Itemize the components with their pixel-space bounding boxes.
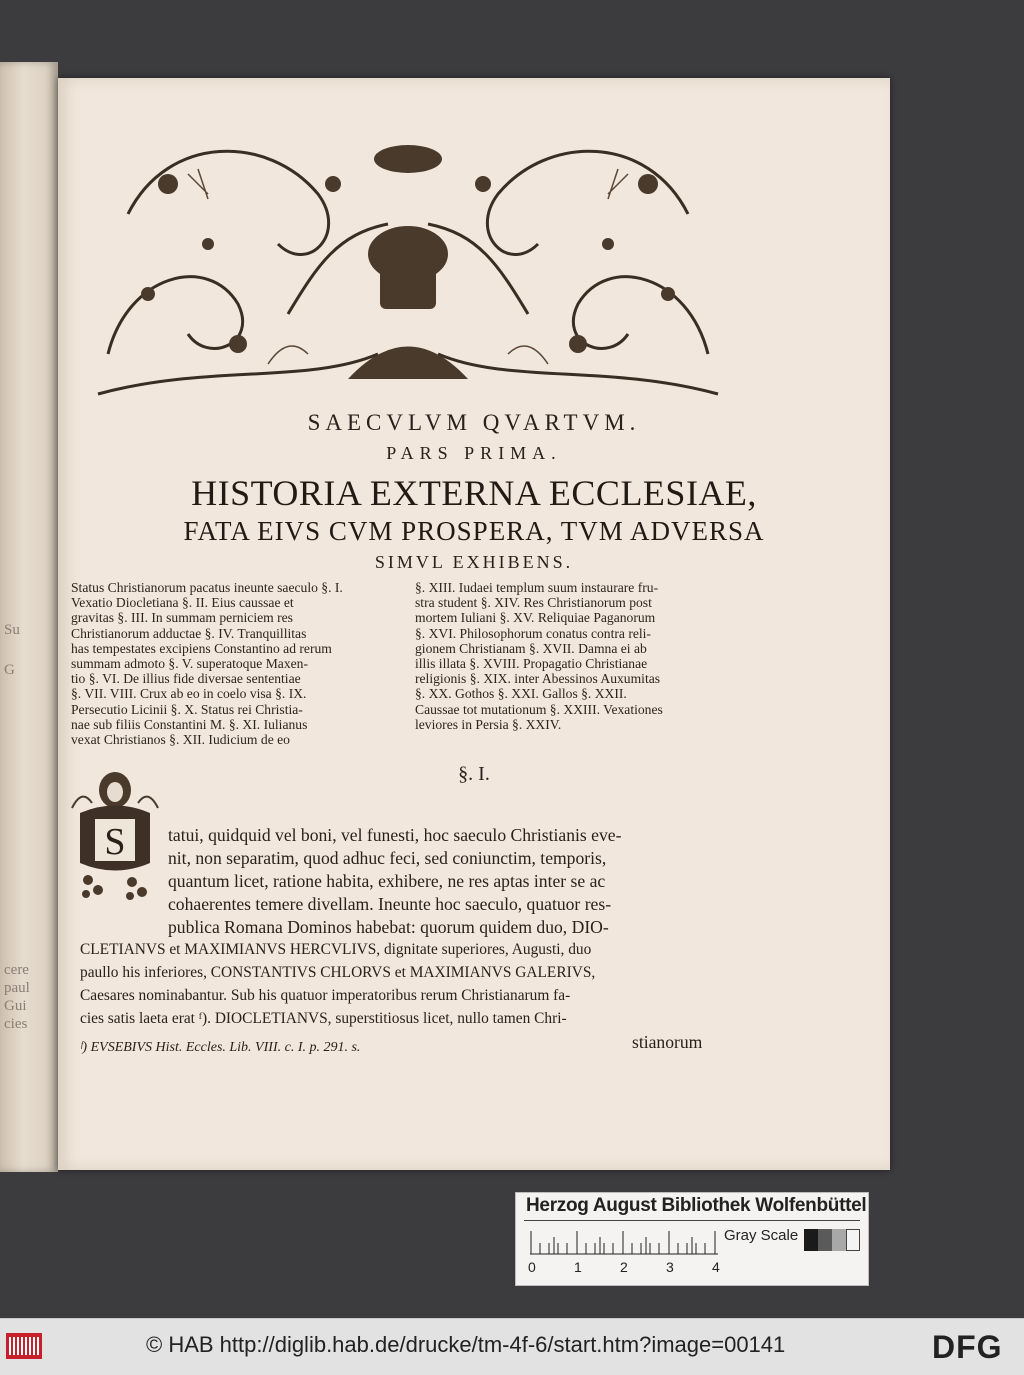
summary-right-column: [415, 580, 738, 732]
summary-line: has tempestates excipiens Constantino ad rerum: [71, 640, 332, 656]
prev-page-fragment: paul: [4, 980, 30, 996]
book-page: [58, 78, 890, 1170]
ruler-number: 1: [574, 1259, 582, 1275]
section-heading: §. I.: [458, 763, 490, 785]
dfg-logo: DFG: [932, 1329, 1003, 1365]
summary-line: stra student §. XIV. Res Christianorum post: [415, 595, 652, 611]
part-title: PARS PRIMA.: [386, 443, 562, 463]
gray-swatch-white: [846, 1229, 860, 1251]
summary-line: mortem Iuliani §. XV. Reliquiae Paganorum: [415, 610, 656, 626]
main-title: HISTORIA EXTERNA ECCLESIAE,: [191, 473, 757, 513]
prev-page-fragment: G: [4, 662, 15, 678]
ruler-scale: [530, 1227, 720, 1255]
summary-line: §. XIII. Iudaei templum suum instaurare fru-: [415, 580, 659, 595]
prev-page-fragment: Gui: [4, 998, 27, 1014]
summary-line: §. VII. VIII. Crux ab eo in coelo visa §. IX.: [71, 686, 307, 702]
summary-line: religionis §. XIX. inter Abessinos Auxumitas: [415, 671, 661, 687]
gray-scale-label: Gray Scale: [724, 1227, 799, 1244]
body-line: Caesares nominabantur. Sub his quatuor imperatoribus rerum Christianarum fa-: [80, 987, 571, 1004]
gray-swatch-dark: [818, 1229, 832, 1251]
summary-line: vexat Christianos §. XII. Iudicium de eo: [71, 732, 290, 748]
subtitle: FATA EIVS CVM PROSPERA, TVM ADVERSA: [183, 516, 765, 546]
summary-line: gravitas §. III. In summam perniciem res: [71, 610, 293, 626]
century-title: SAECVLVM QVARTVM.: [307, 410, 641, 435]
summary-line: §. XX. Gothos §. XXI. Gallos §. XXII.: [415, 686, 627, 702]
summary-line: Persecutio Licinii §. X. Status rei Christia-: [71, 701, 303, 717]
summary-line: leviores in Persia §. XXIV.: [415, 716, 562, 732]
body-line: quantum licet, ratione habita, exhibere, ne res aptas inter se ac: [168, 871, 606, 891]
gray-swatch-black: [804, 1229, 818, 1251]
summary-line: gionem Christianam §. XVII. Damna ei ab: [415, 640, 647, 656]
footer-bar: [0, 1318, 1024, 1375]
ruler-number: 2: [620, 1259, 628, 1275]
summary-line: nae sub filiis Constantini M. §. XI. Iulianus: [71, 716, 308, 732]
library-name: Herzog August Bibliothek Wolfenbüttel: [526, 1195, 867, 1216]
summary-line: Christianorum adductae §. IV. Tranquillitas: [71, 625, 307, 641]
body-line: publica Romana Dominos habebat: quorum quidem duo, DIO-: [168, 917, 609, 937]
previous-page-edge: [0, 62, 58, 1172]
ruler-number: 3: [666, 1259, 674, 1275]
prev-page-fragment: cere: [4, 962, 29, 978]
summary-line: Caussae tot mutationum §. XXIII. Vexationes: [415, 701, 663, 717]
body-line: cohaerentes temere divellam. Ineunte hoc saeculo, quatuor res-: [168, 894, 612, 914]
source-url[interactable]: © HAB http://diglib.hab.de/drucke/tm-4f-6/start.htm?image=00141: [146, 1332, 786, 1357]
gray-swatch-light: [832, 1229, 846, 1251]
body-line: CLETIANVS et MAXIMIANVS HERCVLIVS, dignitate superiores, Augusti, duo: [80, 941, 592, 958]
color-scale-card: [515, 1192, 869, 1286]
body-line: nit, non separatim, quod adhuc feci, sed coniunctim, temporis,: [168, 848, 607, 868]
body-line: stianorum: [632, 1032, 703, 1052]
initial-letter: S: [104, 821, 126, 863]
body-line: tatui, quidquid vel boni, vel funesti, hoc saeculo Christianis eve-: [168, 825, 622, 845]
prev-page-fragment: cies: [4, 1016, 28, 1032]
summary-line: illis illata §. XVIII. Propagatio Christianae: [415, 656, 648, 672]
ruler-number: 0: [528, 1259, 536, 1275]
ruler-number: 4: [712, 1259, 720, 1275]
body-line: paullo his inferiores, CONSTANTIVS CHLORVS et MAXIMIANVS GALERIVS,: [80, 964, 596, 981]
ornamental-headpiece: [88, 114, 728, 396]
summary-line: Status Christianorum pacatus ineunte saeculo §. I.: [71, 580, 343, 595]
subtitle-2: SIMVL EXHIBENS.: [374, 552, 574, 572]
summary-left-column: [71, 580, 394, 747]
hab-logo-icon: [6, 1333, 42, 1359]
prev-page-fragment: Su: [4, 622, 20, 638]
footnote: ᶠ) EVSEBIVS Hist. Eccles. Lib. VIII. c. I. p. 291. s.: [80, 1040, 361, 1055]
summary-line: tio §. VI. De illius fide diversae sententiae: [71, 671, 301, 687]
summary-line: summam admoto §. V. superatoque Maxen-: [71, 656, 308, 672]
card-divider: [524, 1220, 860, 1221]
summary-line: Vexatio Diocletiana §. II. Eius caussae et: [71, 595, 294, 611]
decorated-initial: [70, 768, 160, 916]
body-line: cies satis laeta erat ᶠ). DIOCLETIANVS, superstitiosus licet, nullo tamen Chri-: [80, 1010, 567, 1027]
summary-line: §. XVI. Philosophorum conatus contra reli-: [415, 625, 651, 641]
